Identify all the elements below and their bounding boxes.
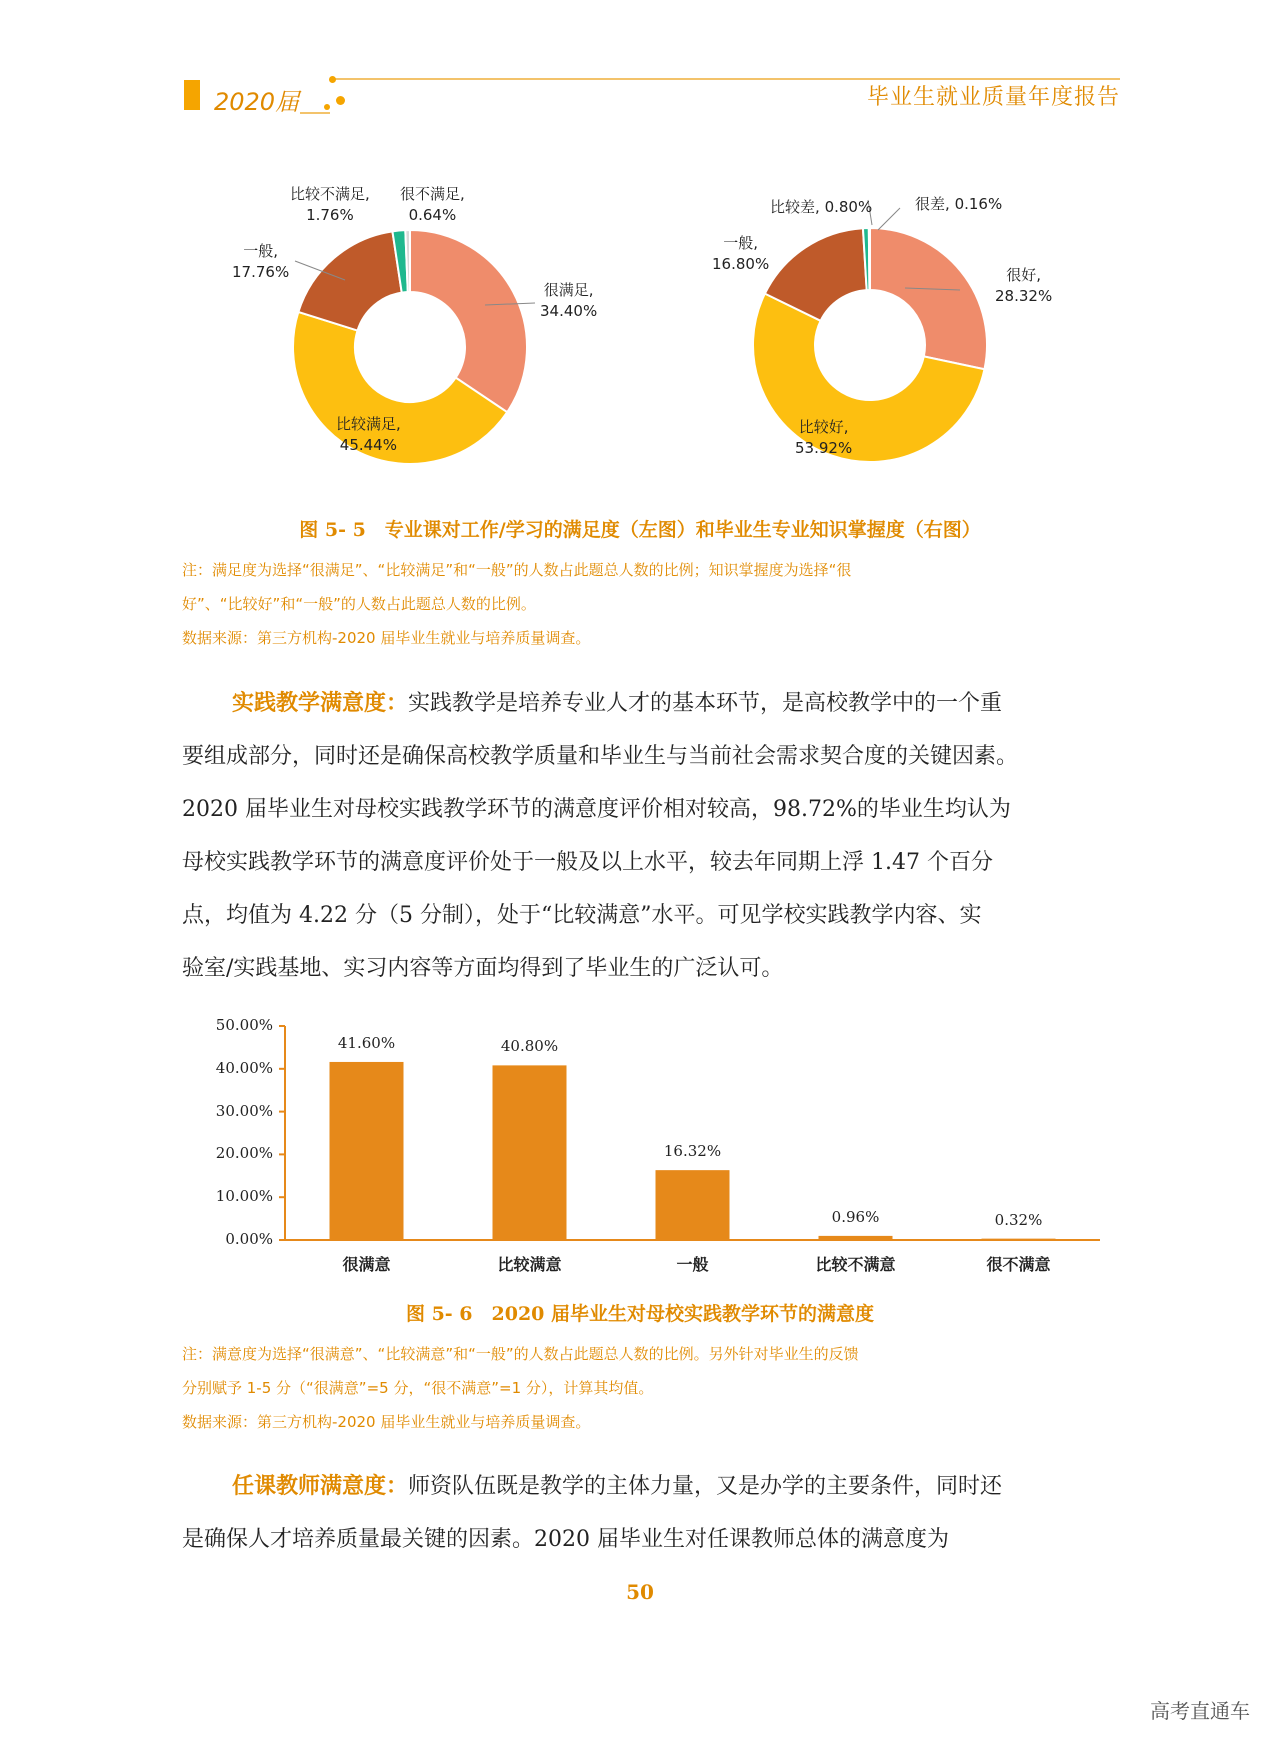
y-tick-label: 40.00% bbox=[215, 1058, 273, 1077]
figure-caption: 图 5- 5 专业课对工作/学习的满足度（左图）和毕业生专业知识掌握度（右图） bbox=[299, 519, 981, 541]
bar-value-label: 16.32% bbox=[663, 1142, 722, 1161]
bar-chart bbox=[0, 1000, 1280, 1280]
bar-value-label: 0.96% bbox=[831, 1207, 880, 1226]
leader-line bbox=[878, 208, 900, 230]
bar-4 bbox=[819, 1236, 893, 1240]
body-paragraph-line: 实践教学满意度：实践教学是培养专业人才的基本环节，是高校教学中的一个重 bbox=[232, 690, 1003, 716]
donut-right bbox=[753, 228, 987, 462]
figure-source: 数据来源：第三方机构-2020 届毕业生就业与培养质量调查。 bbox=[182, 1413, 591, 1431]
body-paragraph-line: 2020 届毕业生对母校实践教学环节的满意度评价相对较高，98.72%的毕业生均认为 bbox=[182, 797, 1011, 822]
category-label: 比较满意 bbox=[497, 1255, 562, 1274]
donut-left-label-3: 一般, 17.76% bbox=[232, 242, 290, 281]
donut-right-slice-5 bbox=[869, 228, 870, 290]
donut-left bbox=[293, 230, 527, 464]
bar-1 bbox=[330, 1062, 404, 1240]
bar-value-label: 0.32% bbox=[994, 1210, 1043, 1229]
figure-caption: 图 5- 6 2020 届毕业生对母校实践教学环节的满意度 bbox=[405, 1303, 875, 1325]
section-heading: 任课教师满意度： bbox=[232, 1473, 409, 1499]
donut-left-slice-3 bbox=[298, 231, 401, 330]
donut-right-label-2: 很差, 0.16% bbox=[915, 195, 1003, 213]
donut-left-label-4: 很满足, 34.40% bbox=[540, 281, 598, 320]
figure-note: 注：满足度为选择“很满足”、“比较满足”和“一般”的人数占此题总人数的比例；知识掌握度为选择“很 bbox=[182, 561, 852, 579]
body-paragraph-line: 验室/实践基地、实习内容等方面均得到了毕业生的广泛认可。 bbox=[182, 956, 784, 981]
body-paragraph-line: 要组成部分，同时还是确保高校教学质量和毕业生与当前社会需求契合度的关键因素。 bbox=[182, 744, 1019, 769]
donut-charts bbox=[0, 0, 1280, 480]
figure-note: 注：满意度为选择“很满意”、“比较满意”和“一般”的人数占此题总人数的比例。另外针对毕业生的反馈 bbox=[182, 1345, 859, 1363]
bar-3 bbox=[656, 1170, 730, 1240]
donut-left-label-5: 比较满足, 45.44% bbox=[336, 415, 401, 454]
y-tick-label: 10.00% bbox=[215, 1187, 273, 1206]
watermark: 高考直通车 bbox=[1150, 1699, 1250, 1723]
donut-right-label-5: 比较好, 53.92% bbox=[795, 418, 853, 457]
category-label: 很满意 bbox=[342, 1255, 391, 1274]
bar-2 bbox=[493, 1065, 567, 1240]
body-paragraph-line: 母校实践教学环节的满意度评价处于一般及以上水平，较去年同期上浮 1.47 个百分 bbox=[182, 850, 993, 875]
body-paragraph-line: 是确保人才培养质量最关键的因素。2020 届毕业生对任课教师总体的满意度为 bbox=[182, 1527, 949, 1552]
bar-5 bbox=[982, 1239, 1056, 1240]
category-label: 一般 bbox=[676, 1255, 709, 1274]
donut-left-label-1: 比较不满足, 1.76% bbox=[290, 185, 370, 224]
y-tick-label: 0.00% bbox=[225, 1230, 273, 1248]
body-paragraph-line: 任课教师满意度：师资队伍既是教学的主体力量，又是办学的主要条件，同时还 bbox=[232, 1473, 1003, 1499]
bar-value-label: 40.80% bbox=[500, 1037, 559, 1056]
donut-left-label-2: 很不满足, 0.64% bbox=[400, 185, 465, 224]
figure-note: 分别赋予 1-5 分（“很满意”=5 分，“很不满意”=1 分），计算其均值。 bbox=[182, 1379, 654, 1397]
bar-value-label: 41.60% bbox=[337, 1033, 396, 1052]
donut-right-label-3: 一般, 16.80% bbox=[712, 234, 770, 273]
y-tick-label: 20.00% bbox=[215, 1144, 273, 1163]
section-heading: 实践教学满意度： bbox=[232, 690, 409, 716]
body-paragraph-line: 点，均值为 4.22 分（5 分制），处于“比较满意”水平。可见学校实践教学内容、实 bbox=[182, 903, 982, 928]
category-label: 比较不满意 bbox=[815, 1255, 896, 1274]
header-report-title: 毕业生就业质量年度报告 bbox=[866, 85, 1120, 110]
donut-right-label-4: 很好, 28.32% bbox=[995, 266, 1053, 305]
figure-source: 数据来源：第三方机构-2020 届毕业生就业与培养质量调查。 bbox=[182, 629, 591, 647]
page-number: 50 bbox=[626, 1580, 654, 1604]
donut-right-label-1: 比较差, 0.80% bbox=[770, 198, 873, 216]
donut-left-slice-1 bbox=[410, 230, 527, 412]
category-label: 很不满意 bbox=[986, 1255, 1051, 1274]
header-year: 2020届 bbox=[214, 88, 300, 116]
figure-note: 好”、“比较好”和“一般”的人数占此题总人数的比例。 bbox=[182, 595, 536, 613]
y-tick-label: 50.00% bbox=[215, 1016, 273, 1034]
y-tick-label: 30.00% bbox=[215, 1101, 273, 1120]
donut-right-slice-1 bbox=[870, 228, 987, 369]
